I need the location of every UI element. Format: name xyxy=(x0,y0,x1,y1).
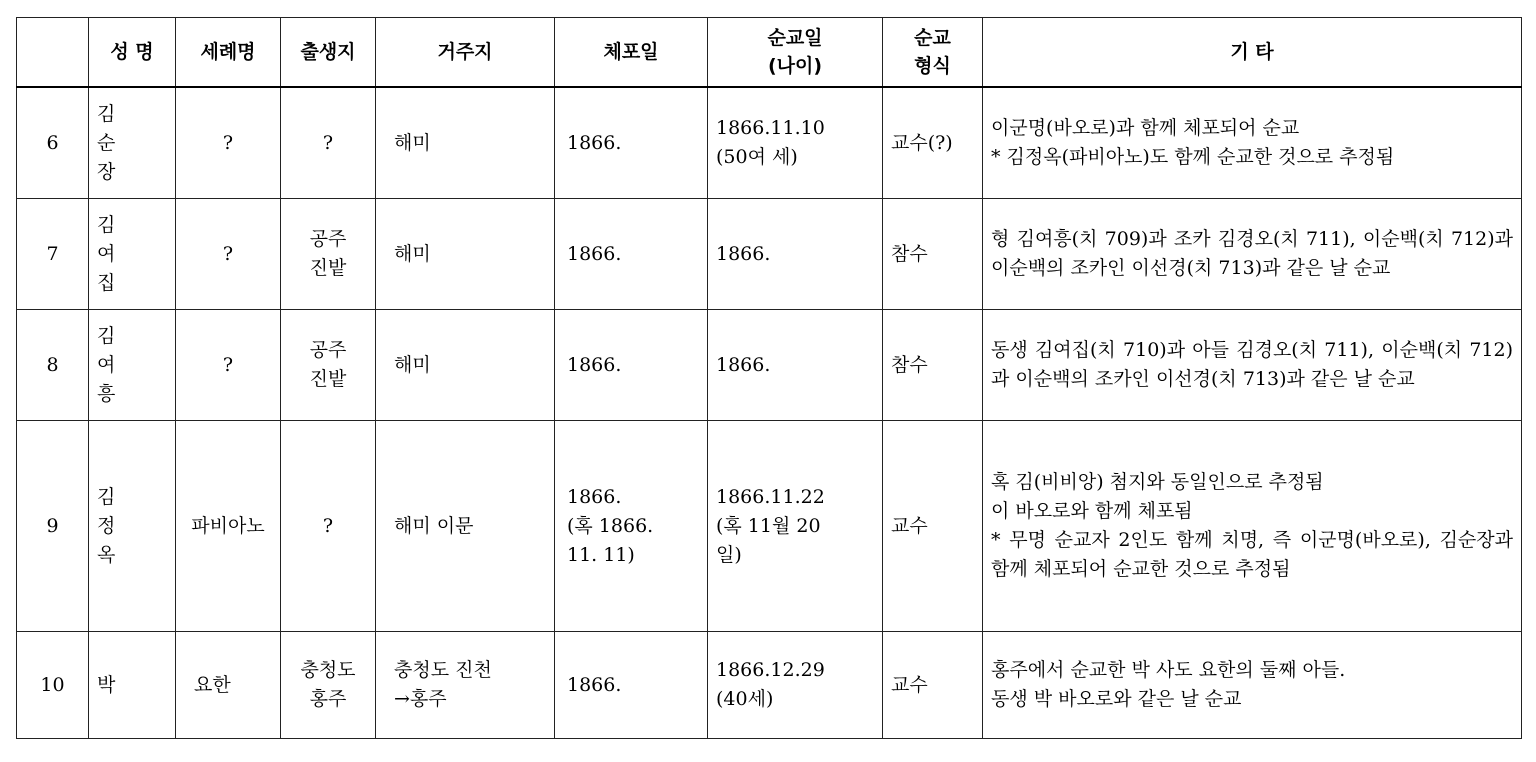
cell-baptismal-name: ? xyxy=(176,199,281,310)
cell-martyrdom-type: 교수(?) xyxy=(883,87,983,199)
cell-birthplace: 공주 진밭 xyxy=(281,199,376,310)
header-arrest-date: 체포일 xyxy=(555,18,708,88)
cell-remarks: 홍주에서 순교한 박 사도 요한의 둘째 아들. 동생 박 바오로와 같은 날 순교 xyxy=(983,632,1522,739)
cell-birthplace: 충청도 홍주 xyxy=(281,632,376,739)
cell-martyrdom-type: 참수 xyxy=(883,310,983,421)
cell-residence: 해미 xyxy=(376,87,555,199)
cell-arrest-date: 1866. xyxy=(555,310,708,421)
cell-name: 김 여 흥 xyxy=(89,310,176,421)
cell-name: 김 정 옥 xyxy=(89,421,176,632)
cell-martyrdom-date: 1866.12.29 (40세) xyxy=(708,632,883,739)
cell-residence: 해미 xyxy=(376,199,555,310)
cell-residence: 충청도 진천 →홍주 xyxy=(376,632,555,739)
cell-martyrdom-date: 1866.11.22 (혹 11월 20 일) xyxy=(708,421,883,632)
cell-num: 9 xyxy=(17,421,89,632)
cell-martyrdom-type: 교수 xyxy=(883,421,983,632)
table-row xyxy=(17,87,1522,199)
header-num xyxy=(17,18,89,88)
cell-martyrdom-type: 참수 xyxy=(883,199,983,310)
header-martyrdom-type: 순교 형식 xyxy=(883,18,983,88)
cell-remarks: 이군명(바오로)과 함께 체포되어 순교 * 김정옥(파비아노)도 함께 순교한 것으로 추정됨 xyxy=(983,87,1522,199)
cell-birthplace: ? xyxy=(281,87,376,199)
cell-name: 김 순 장 xyxy=(89,87,176,199)
header-row xyxy=(17,18,1522,88)
table-row xyxy=(17,421,1522,632)
cell-birthplace: ? xyxy=(281,421,376,632)
cell-martyrdom-date: 1866. xyxy=(708,310,883,421)
cell-remarks: 동생 김여집(치 710)과 아들 김경오(치 711), 이순백(치 712)과 이순백의 조카인 이선경(치 713)과 같은 날 순교 xyxy=(983,310,1522,421)
header-name: 성 명 xyxy=(89,18,176,88)
cell-name: 김 여 집 xyxy=(89,199,176,310)
cell-baptismal-name: ? xyxy=(176,310,281,421)
header-martyrdom-date: 순교일 (나이) xyxy=(708,18,883,88)
cell-remarks: 혹 김(비비앙) 첨지와 동일인으로 추정됨 이 바오로와 함께 체포됨 * 무명 순교자 2인도 함께 치명, 즉 이군명(바오로), 김순장과 함께 체포되어 순교한 것으로 추정됨 xyxy=(983,421,1522,632)
cell-birthplace: 공주 진밭 xyxy=(281,310,376,421)
cell-num: 10 xyxy=(17,632,89,739)
cell-residence: 해미 xyxy=(376,310,555,421)
cell-baptismal-name: 요한 xyxy=(176,632,281,739)
table-row xyxy=(17,632,1522,739)
cell-martyrdom-date: 1866.11.10 (50여 세) xyxy=(708,87,883,199)
cell-residence: 해미 이문 xyxy=(376,421,555,632)
header-residence: 거주지 xyxy=(376,18,555,88)
cell-name: 박 xyxy=(89,632,176,739)
header-baptismal-name: 세례명 xyxy=(176,18,281,88)
cell-martyrdom-type: 교수 xyxy=(883,632,983,739)
cell-num: 8 xyxy=(17,310,89,421)
cell-baptismal-name: ? xyxy=(176,87,281,199)
table-row xyxy=(17,199,1522,310)
martyr-record-table xyxy=(16,17,1522,739)
cell-arrest-date: 1866. xyxy=(555,87,708,199)
cell-num: 6 xyxy=(17,87,89,199)
cell-baptismal-name: 파비아노 xyxy=(176,421,281,632)
cell-remarks: 형 김여흥(치 709)과 조카 김경오(치 711), 이순백(치 712)과 이순백의 조카인 이선경(치 713)과 같은 날 순교 xyxy=(983,199,1522,310)
table-row xyxy=(17,310,1522,421)
header-birthplace: 출생지 xyxy=(281,18,376,88)
cell-arrest-date: 1866. xyxy=(555,199,708,310)
header-remarks: 기 타 xyxy=(983,18,1522,88)
cell-num: 7 xyxy=(17,199,89,310)
cell-arrest-date: 1866. (혹 1866. 11. 11) xyxy=(555,421,708,632)
cell-arrest-date: 1866. xyxy=(555,632,708,739)
cell-martyrdom-date: 1866. xyxy=(708,199,883,310)
